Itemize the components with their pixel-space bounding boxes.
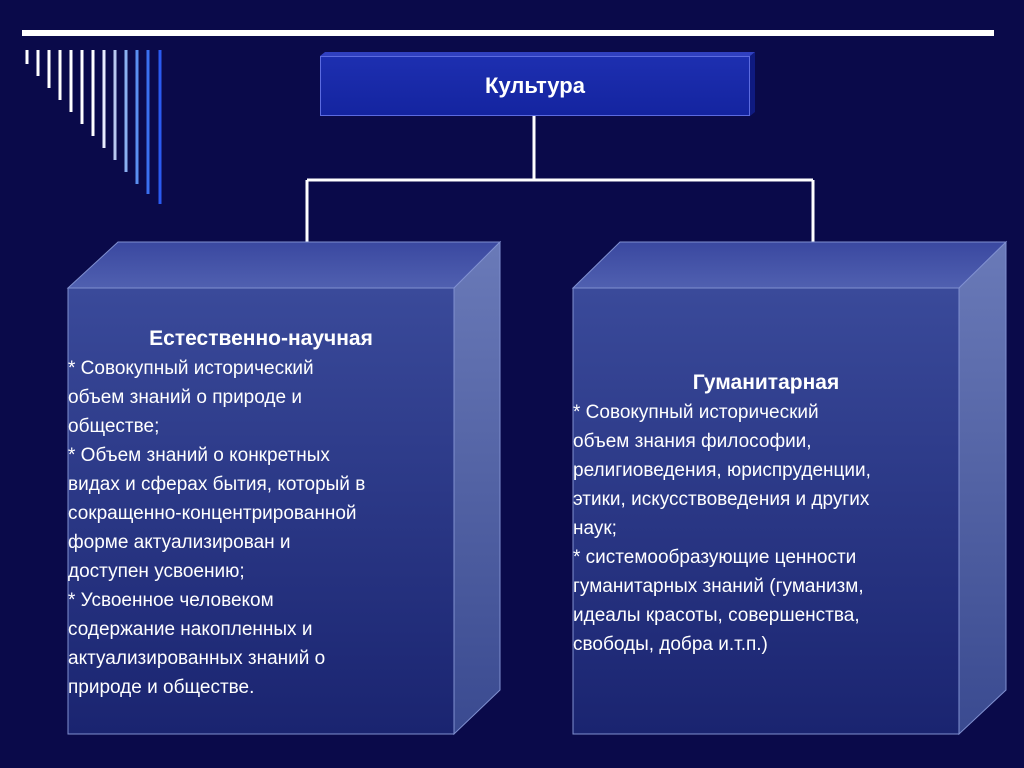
left-panel-line: видах и сферах бытия, который в xyxy=(68,474,366,495)
left-panel-line: форме актуализирован и xyxy=(68,532,291,553)
left-panel-content xyxy=(68,324,454,702)
right-panel-content xyxy=(573,368,959,659)
right-panel-line: * системообразующие ценности xyxy=(573,547,857,568)
left-panel-title: Естественно-научная xyxy=(149,327,373,350)
right-panel-line: наук; xyxy=(573,518,617,539)
left-panel-line: сокращенно-концентрированной xyxy=(68,503,357,524)
right-panel-line: объем знания философии, xyxy=(573,431,812,452)
left-panel-line: объем знаний о природе и xyxy=(68,387,302,408)
left-panel-line: актуализированных знаний о xyxy=(68,648,326,669)
right-panel-title: Гуманитарная xyxy=(692,371,840,394)
left-panel-line: природе и обществе. xyxy=(68,677,255,698)
left-panel-line: содержание накопленных и xyxy=(68,619,313,640)
right-panel-line: * Совокупный исторический xyxy=(573,402,819,423)
left-panel-line: * Совокупный исторический xyxy=(68,358,314,379)
left-panel-line: доступен усвоению; xyxy=(68,561,245,582)
right-panel-line: свободы, добра и.т.п.) xyxy=(573,634,768,655)
root-node-label: Культура xyxy=(485,73,585,98)
left-panel-line: * Объем знаний о конкретных xyxy=(68,445,330,466)
left-panel-line: * Усвоенное человеком xyxy=(68,590,274,611)
right-panel-line: этики, искусствоведения и других xyxy=(573,489,870,510)
left-panel-line: обществе; xyxy=(68,416,160,437)
right-panel-line: идеалы красоты, совершенства, xyxy=(573,605,860,626)
right-panel-line: религиоведения, юриспруденции, xyxy=(573,460,871,481)
right-panel-line: гуманитарных знаний (гуманизм, xyxy=(573,576,864,597)
